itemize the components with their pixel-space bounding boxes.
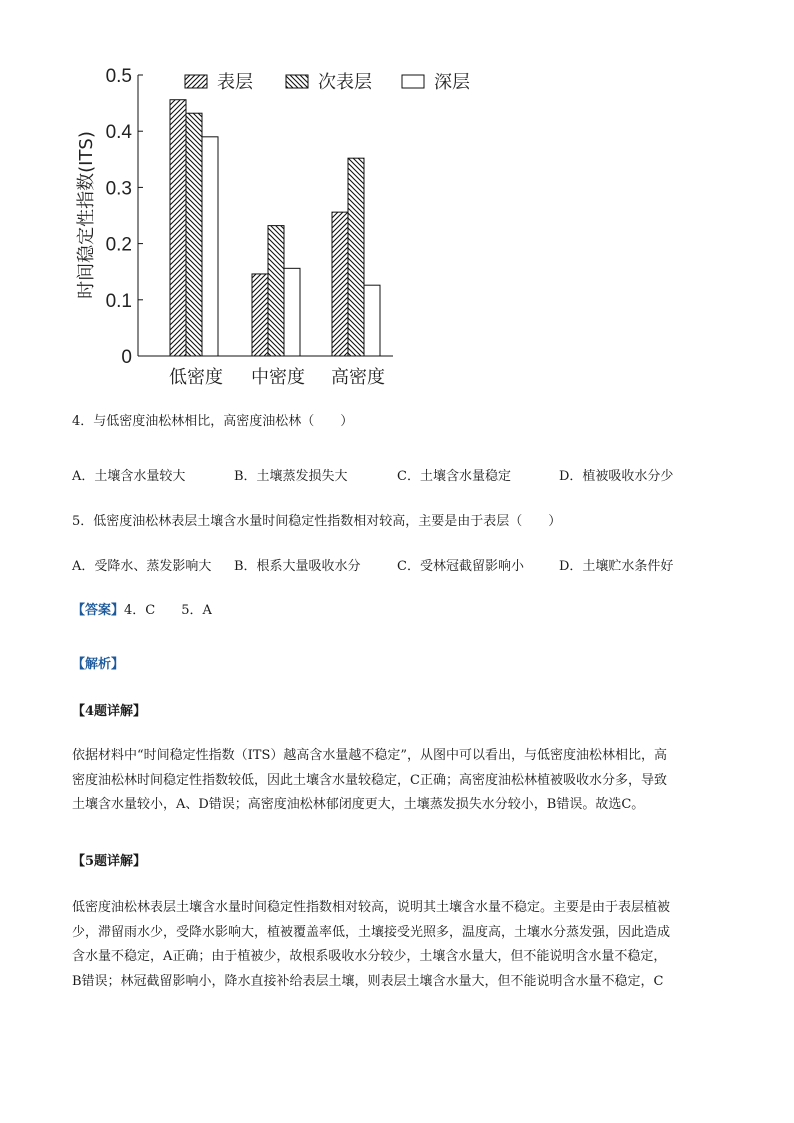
answer-line (72, 601, 212, 621)
q4-option-b: B．土壤蒸发损失大 (234, 469, 348, 484)
q4-option-c: C．土壤含水量稳定 (397, 469, 511, 484)
question-5-stem: 5．低密度油松林表层土壤含水量时间稳定性指数相对较高，主要是由于表层（ ） (72, 514, 562, 529)
bar (284, 268, 300, 356)
detail-5-line: 少，滞留雨水少，受降水影响大，植被覆盖率低，土壤接受光照多，温度高，土壤水分蒸发强，因此造成 (72, 924, 671, 940)
detail-4-line: 密度油松林时间稳定性指数较低，因此土壤含水量较稳定，C正确；高密度油松林植被吸收水分多，导致 (72, 772, 667, 788)
detail-4-line: 依据材料中“时间稳定性指数（ITS）越高含水量越不稳定”，从图中可以看出，与低密度油松林相比，高 (72, 748, 668, 763)
answer-label: 【答案】 (72, 603, 125, 618)
q5-option-b: B．根系大量吸收水分 (234, 559, 361, 574)
bar (268, 226, 284, 356)
detail-4-text (72, 744, 724, 818)
q5-option-a: A．受降水、蒸发影响大 (72, 559, 212, 574)
bar (364, 285, 380, 356)
legend-swatch (185, 75, 207, 88)
y-tick-label: 0.4 (105, 122, 132, 144)
detail-4-label: 【4题详解】 (72, 704, 147, 719)
legend-label: 表层 (217, 72, 253, 93)
detail-5-label: 【5题详解】 (72, 854, 147, 869)
bar (252, 274, 268, 356)
x-tick-label: 低密度 (169, 367, 223, 388)
detail-5-line: 含水量不稳定，A正确；由于植被少，故根系吸收水分较少，土壤含水量大，但不能说明含水量不稳定， (72, 949, 667, 964)
q4-option-d: D．植被吸收水分少 (559, 469, 674, 484)
y-tick-labels (106, 66, 133, 368)
its-bar-chart (60, 55, 500, 395)
answer-text: 4．C 5．A (124, 603, 212, 618)
bar (170, 100, 186, 356)
legend-label: 深层 (434, 72, 470, 93)
detail-5-line: 低密度油松林表层土壤含水量时间稳定性指数相对较高，说明其土壤含水量不稳定。主要是由于表层植被 (72, 900, 671, 915)
x-tick-labels (169, 367, 385, 388)
analysis-label: 【解析】 (72, 657, 125, 672)
detail-5-text (72, 896, 724, 994)
legend-swatch (402, 75, 424, 88)
y-tick-label: 0.5 (105, 66, 132, 87)
q5-option-d: D．土壤贮水条件好 (559, 559, 674, 574)
x-tick-label: 中密度 (251, 367, 305, 388)
y-tick-label: 0.1 (105, 290, 132, 312)
x-tick-label: 高密度 (331, 367, 385, 388)
legend-swatch (286, 75, 308, 88)
legend-label: 次表层 (318, 72, 372, 93)
bar (202, 137, 218, 356)
y-tick-label: 0 (121, 347, 132, 368)
bar (186, 113, 202, 356)
detail-4-line: 土壤含水量较小，A、D错误；高密度油松林郁闭度更大，土壤蒸发损失水分较小，B错误。故选C。 (72, 797, 645, 812)
chart-legend (185, 72, 470, 93)
bar (332, 212, 348, 356)
y-tick-label: 0.3 (105, 178, 132, 200)
detail-5-line: B错误；林冠截留影响小，降水直接补给表层土壤，则表层土壤含水量大，但不能说明含水量不稳定，C (72, 973, 664, 989)
question-4-stem: 4．与低密度油松林相比，高密度油松林（ ） (72, 414, 354, 429)
chart-bars (170, 100, 380, 356)
y-tick-label: 0.2 (105, 234, 132, 256)
bar (348, 158, 364, 356)
q4-option-a: A．土壤含水量较大 (72, 469, 186, 484)
y-axis-label: 时间稳定性指数(ITS) (76, 131, 97, 299)
q5-option-c: C．受林冠截留影响小 (397, 559, 524, 574)
